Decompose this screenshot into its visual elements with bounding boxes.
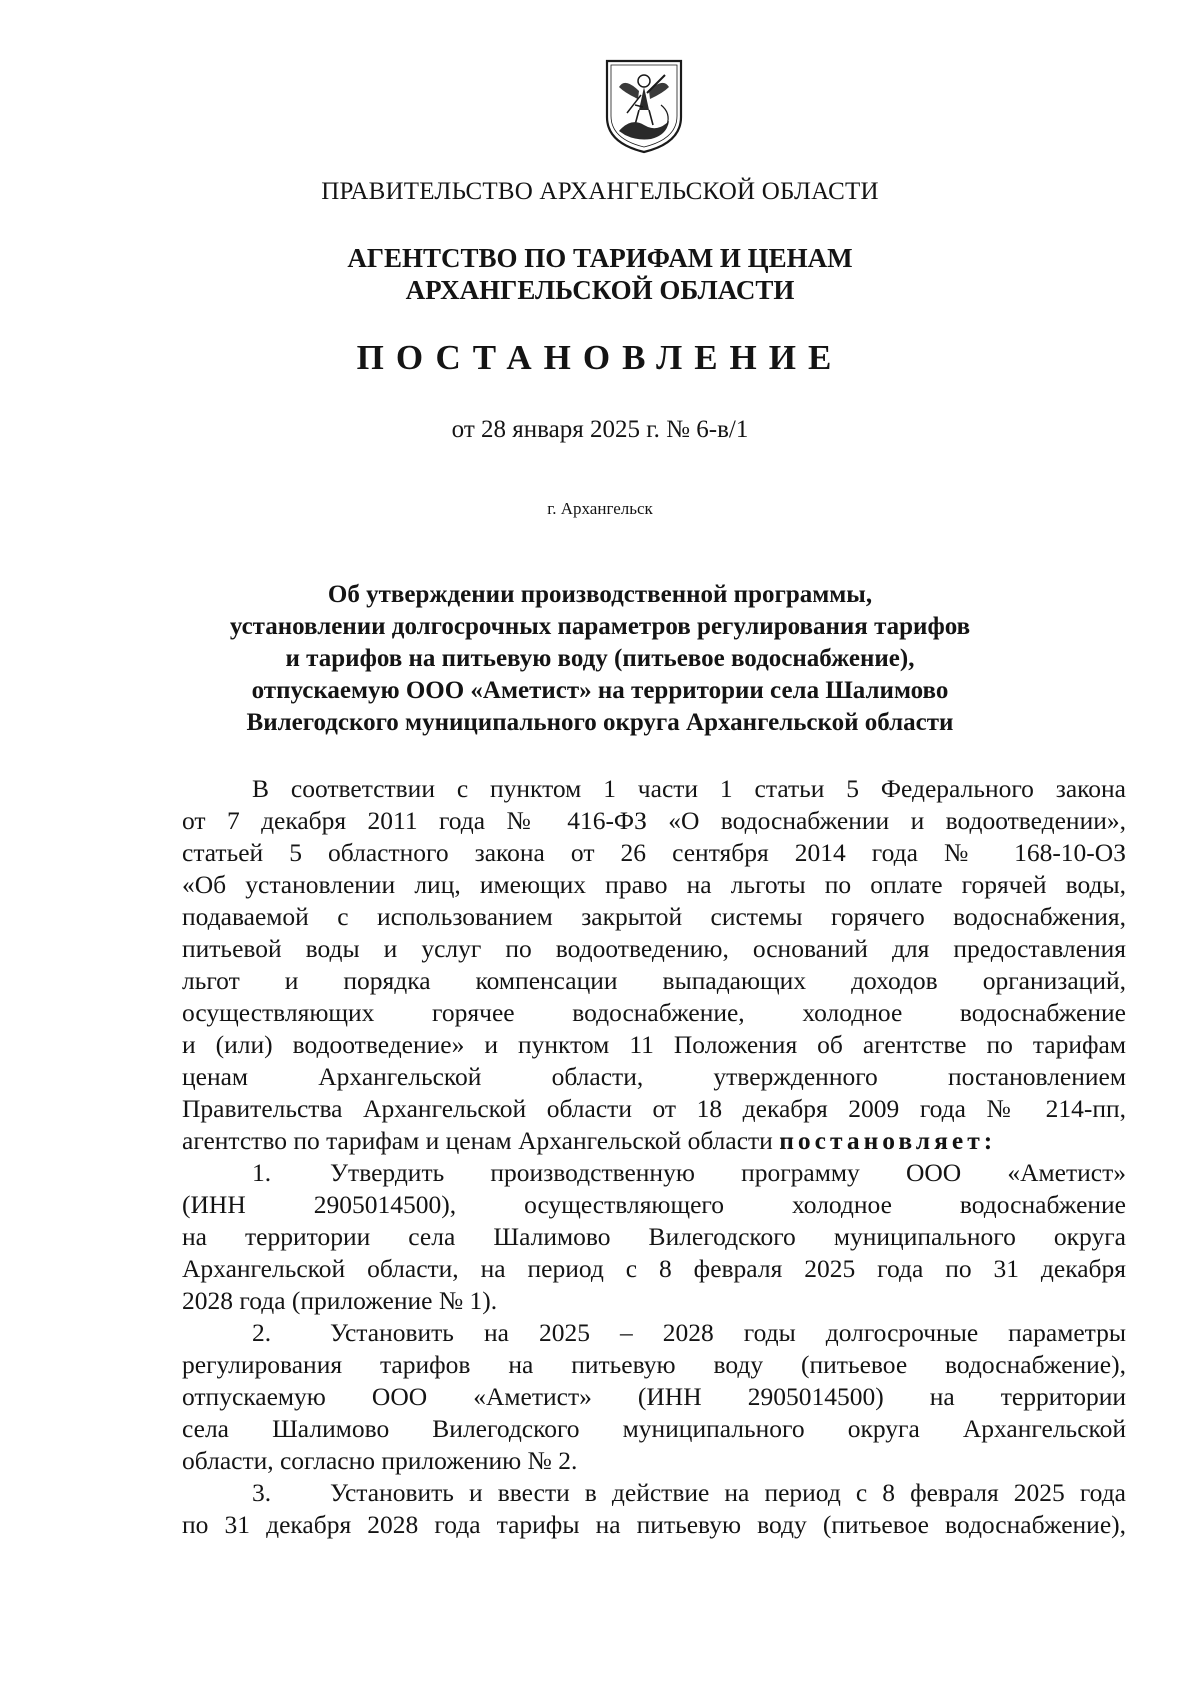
preamble-line: осуществляющих горячее водоснабжение, холодное водоснабжение bbox=[182, 998, 1126, 1027]
preamble-line: «Об установлении лиц, имеющих право на льготы по оплате горячей воды, bbox=[182, 870, 1126, 899]
preamble-line: подаваемой с использованием закрытой системы горячего водоснабжения, bbox=[182, 902, 1126, 931]
item-2-line: регулирования тарифов на питьевую воду (питьевое водоснабжение), bbox=[182, 1350, 1126, 1379]
item-2-last-line: области, согласно приложению № 2. bbox=[182, 1446, 578, 1475]
item-line-text: Установить на 2025 – 2028 годы долгосрочные параметры bbox=[330, 1318, 1126, 1347]
item-number: 1. bbox=[252, 1158, 272, 1187]
preamble-line: льгот и порядка компенсации выпадающих доходов организаций, bbox=[182, 966, 1126, 995]
subject-line: установлении долгосрочных параметров регулирования тарифов bbox=[229, 613, 971, 640]
preamble-line: питьевой воды и услуг по водоотведению, оснований для предоставления bbox=[182, 934, 1126, 963]
item-1-first-line bbox=[182, 1157, 1126, 1189]
document-subject bbox=[0, 579, 1200, 739]
subject-line: и тарифов на питьевую воду (питьевое водоснабжение), bbox=[285, 645, 915, 672]
item-1-last-line: 2028 года (приложение № 1). bbox=[182, 1286, 498, 1315]
document-body bbox=[182, 773, 1126, 1541]
subject-line: Вилегодского муниципального округа Архангельской области bbox=[246, 709, 954, 736]
item-2-first-line bbox=[182, 1317, 1126, 1349]
government-name: ПРАВИТЕЛЬСТВО АРХАНГЕЛЬСКОЙ ОБЛАСТИ bbox=[321, 178, 879, 205]
preamble-line: Правительства Архангельской области от 18 декабря 2009 года № 214-пп, bbox=[182, 1094, 1126, 1123]
preamble-line: статьей 5 областного закона от 26 сентября 2014 года № 168-10-ОЗ bbox=[182, 838, 1126, 867]
agency-name-line: АРХАНГЕЛЬСКОЙ ОБЛАСТИ bbox=[405, 275, 795, 305]
item-2-line: отпускаемую ООО «Аметист» (ИНН 2905014500) на территории bbox=[182, 1382, 1126, 1411]
item-line-text: Установить и ввести в действие на период с 8 февраля 2025 года bbox=[330, 1478, 1126, 1507]
document-date-number: от 28 января 2025 г. № 6-в/1 bbox=[451, 416, 749, 443]
preamble-line: и (или) водоотведение» и пунктом 11 Положения об агентстве по тарифам bbox=[182, 1030, 1126, 1059]
preamble-last-line bbox=[182, 1125, 1126, 1157]
subject-line: отпускаемую ООО «Аметист» на территории села Шалимово bbox=[251, 677, 949, 704]
item-number: 3. bbox=[252, 1478, 272, 1507]
item-number: 2. bbox=[252, 1318, 272, 1347]
item-line-text: Утвердить производственную программу ООО «Аметист» bbox=[330, 1158, 1126, 1187]
item-1-line: (ИНН 2905014500), осуществляющего холодное водоснабжение bbox=[182, 1190, 1126, 1219]
item-2-line: села Шалимово Вилегодского муниципального округа Архангельской bbox=[182, 1414, 1126, 1443]
coat-of-arms-emblem bbox=[601, 55, 687, 155]
preamble-line: ценам Архангельской области, утвержденного постановлением bbox=[182, 1062, 1126, 1091]
item-3-line: по 31 декабря 2028 года тарифы на питьевую воду (питьевое водоснабжение), bbox=[182, 1510, 1126, 1539]
preamble-line-text: агентство по тарифам и ценам Архангельской области bbox=[182, 1126, 780, 1155]
preamble-line: В соответствии с пунктом 1 части 1 статьи 5 Федерального закона bbox=[252, 774, 1126, 803]
item-1-line: Архангельской области, на период с 8 февраля 2025 года по 31 декабря bbox=[182, 1254, 1126, 1283]
preamble-line: от 7 декабря 2011 года № 416-ФЗ «О водоснабжении и водоотведении», bbox=[182, 806, 1126, 835]
item-1-line: на территории села Шалимово Вилегодского муниципального округа bbox=[182, 1222, 1126, 1251]
document-type-title: ПОСТАНОВЛЕНИЕ bbox=[356, 338, 844, 377]
document-city: г. Архангельск bbox=[547, 499, 653, 518]
agency-name-line: АГЕНТСТВО ПО ТАРИФАМ И ЦЕНАМ bbox=[347, 243, 853, 273]
agency-name bbox=[0, 242, 1200, 306]
resolves-word: постановляет: bbox=[779, 1126, 997, 1155]
item-3-first-line bbox=[182, 1477, 1126, 1509]
subject-line: Об утверждении производственной программы, bbox=[327, 581, 873, 608]
